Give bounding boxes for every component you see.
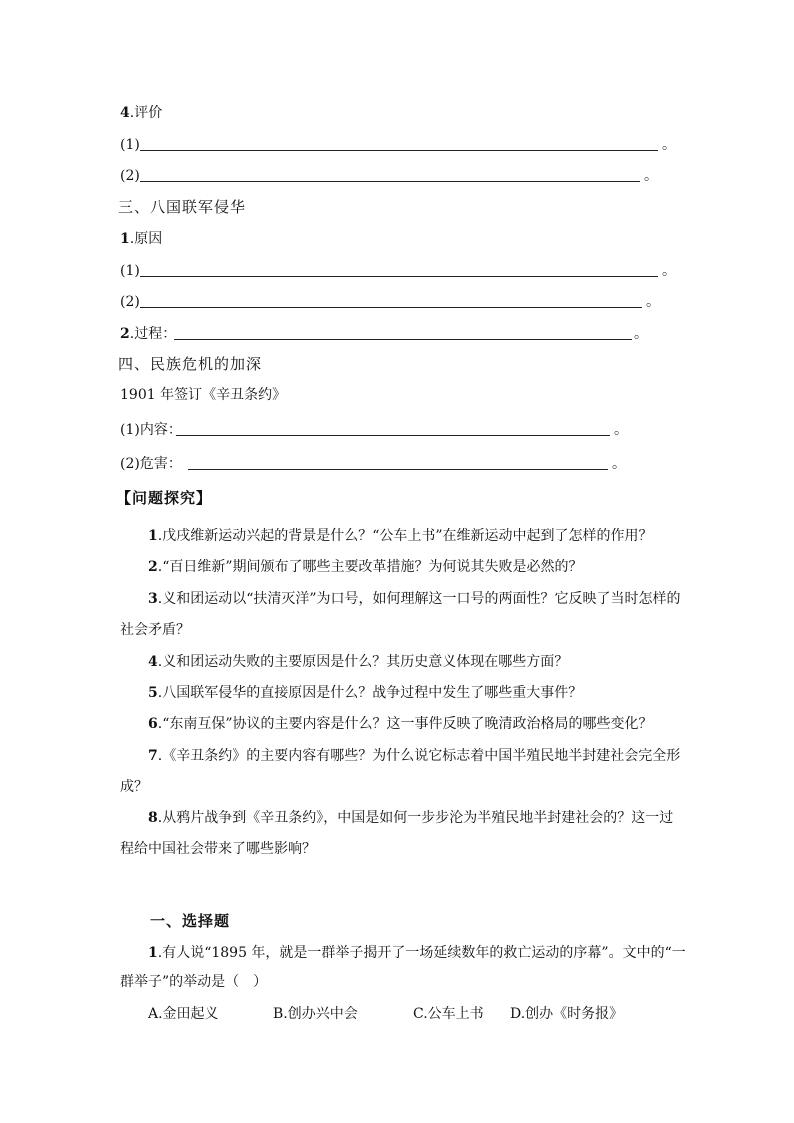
treaty-line: 1901 年签订《辛丑条约》 xyxy=(120,387,287,403)
treaty-harm-end: 。 xyxy=(612,456,626,472)
treaty-content-end: 。 xyxy=(614,422,628,438)
exercise-question-1-text: .有人说“1895 年，就是一群举子揭开了一场延续数年的救亡运动的序幕”。文中的“一 xyxy=(157,945,686,961)
inquiry-question-text: .义和团运动以“扶清灭洋”为口号，如何理解这一口号的两面性？它反映了当时怎样的 xyxy=(157,591,681,607)
treaty-content-label: (1)内容： xyxy=(120,422,182,438)
inquiry-question-number: 7 xyxy=(148,748,158,764)
inquiry-question-number: 4 xyxy=(148,654,158,670)
evaluation-title xyxy=(120,103,162,123)
process-number: 2 xyxy=(120,326,130,342)
exercise-option-b[interactable]: B.创办兴中会 xyxy=(273,1006,358,1022)
exercise-question-1-number: 1 xyxy=(148,945,158,961)
inquiry-question-number: 8 xyxy=(148,810,158,826)
inquiry-question-number: 6 xyxy=(148,716,158,732)
inquiry-question-4 xyxy=(148,652,568,672)
treaty-content-blank[interactable] xyxy=(176,435,610,436)
treaty-harm-blank[interactable] xyxy=(188,469,608,470)
inquiry-question-7-continuation: 成？ xyxy=(120,779,148,795)
inquiry-question-1 xyxy=(148,526,653,546)
exercise-heading: 一、选择题 xyxy=(150,912,231,930)
reason-item-1-end: 。 xyxy=(662,263,676,279)
inquiry-heading: 【问题探究】 xyxy=(116,489,213,507)
inquiry-question-8-continuation: 程给中国社会带来了哪些影响？ xyxy=(120,841,316,857)
reason-number: 1 xyxy=(120,231,130,247)
inquiry-question-3-continuation: 社会矛盾？ xyxy=(120,622,190,638)
reason-title xyxy=(120,229,162,249)
treaty-harm-label: (2)危害： xyxy=(120,456,182,472)
inquiry-question-number: 5 xyxy=(148,685,158,701)
inquiry-question-text: .“百日维新”期间颁布了哪些主要改革措施？为何说其失败是必然的？ xyxy=(157,559,583,575)
reason-item-2-end: 。 xyxy=(646,294,660,310)
evaluation-label: .评价 xyxy=(129,105,163,121)
exercise-option-a[interactable]: A.金田起义 xyxy=(148,1006,219,1022)
reason-item-2-label: (2) xyxy=(120,294,140,310)
process-blank[interactable] xyxy=(174,339,632,340)
reason-item-2-blank[interactable] xyxy=(140,307,642,308)
inquiry-question-text: .“东南互保”协议的主要内容是什么？这一事件反映了晚清政治格局的哪些变化？ xyxy=(157,716,653,732)
reason-item-1-blank[interactable] xyxy=(140,276,658,277)
process-label: .过程： xyxy=(129,326,177,342)
inquiry-question-text: .从鸦片战争到《辛丑条约》，中国是如何一步步沦为半殖民地半封建社会的？这一过 xyxy=(157,810,674,826)
inquiry-question-number: 2 xyxy=(148,559,158,575)
evaluation-item-1-blank[interactable] xyxy=(140,150,658,151)
reason-label: .原因 xyxy=(129,231,163,247)
evaluation-item-1-end: 。 xyxy=(662,137,676,153)
part3-heading: 三、八国联军侵华 xyxy=(118,198,247,216)
evaluation-item-1-label: (1) xyxy=(120,137,140,153)
inquiry-question-number: 1 xyxy=(148,528,158,544)
exercise-question-1-continuation: 群举子”的举动是（ ） xyxy=(120,974,268,990)
exercise-option-c[interactable]: C.公车上书 xyxy=(413,1006,484,1022)
inquiry-question-5 xyxy=(148,683,582,703)
part4-heading: 四、民族危机的加深 xyxy=(118,355,263,373)
exercise-question-1 xyxy=(148,943,686,963)
inquiry-question-2 xyxy=(148,557,583,577)
inquiry-question-6 xyxy=(148,714,653,734)
evaluation-item-2-end: 。 xyxy=(644,168,658,184)
inquiry-question-8 xyxy=(148,808,673,828)
process-end: 。 xyxy=(634,326,648,342)
inquiry-question-7 xyxy=(148,746,680,766)
process-title xyxy=(120,324,176,344)
inquiry-question-text: .八国联军侵华的直接原因是什么？战争过程中发生了哪些重大事件？ xyxy=(157,685,583,701)
inquiry-question-text: .《辛丑条约》的主要内容有哪些？为什么说它标志着中国半殖民地半封建社会完全形 xyxy=(157,748,681,764)
inquiry-question-3 xyxy=(148,589,681,609)
evaluation-number: 4 xyxy=(120,105,130,121)
reason-item-1-label: (1) xyxy=(120,263,140,279)
evaluation-item-2-label: (2) xyxy=(120,168,140,184)
exercise-option-d[interactable]: D.创办《时务报》 xyxy=(510,1006,624,1022)
inquiry-question-number: 3 xyxy=(148,591,158,607)
inquiry-question-text: .戊戌维新运动兴起的背景是什么？“公车上书”在维新运动中起到了怎样的作用？ xyxy=(157,528,653,544)
evaluation-item-2-blank[interactable] xyxy=(140,181,640,182)
inquiry-question-text: .义和团运动失败的主要原因是什么？其历史意义体现在哪些方面？ xyxy=(157,654,569,670)
